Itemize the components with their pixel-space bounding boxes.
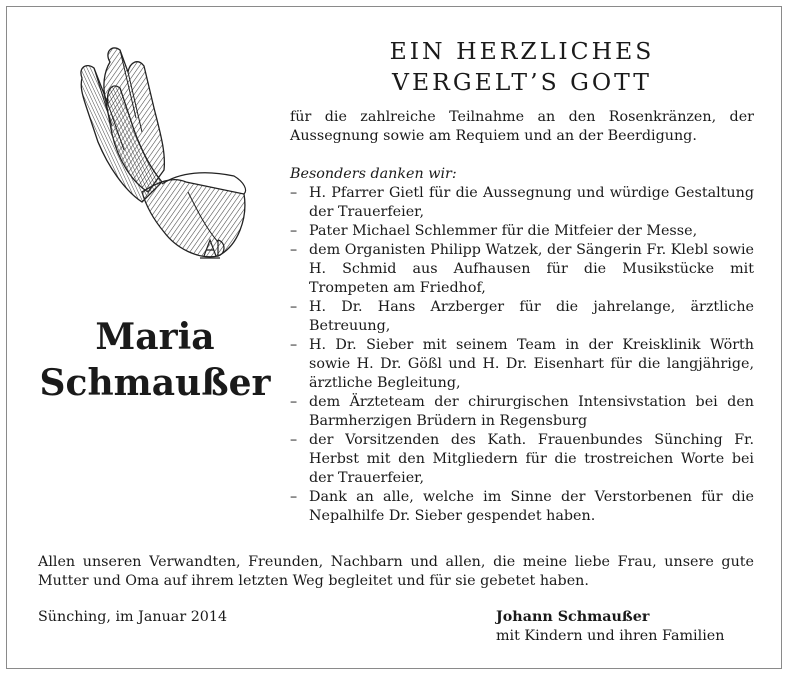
praying-hands-icon	[68, 42, 250, 268]
dash: –	[290, 299, 298, 315]
intro-text: für die zahlreiche Teilnahme an den Rosenkränzen, der Aussegnung sowie am Requiem und an der Beerdigung.	[290, 109, 754, 144]
closing-text: Allen unseren Verwandten, Freunden, Nachbarn und allen, die meine liebe Frau, unsere gute Mutter und Oma auf ihrem letzten Weg begleitet und für sie gebetet haben.	[38, 554, 754, 589]
signer-family: mit Kindern und ihren Familien	[496, 628, 725, 644]
deceased-last-name: Schmaußer	[39, 362, 271, 404]
dash: –	[290, 337, 298, 353]
list-item-text: der Vorsitzenden des Kath. Frauenbundes Sünching Fr. Herbst mit den Mitgliedern für die trostreichen Worte bei der Trauerfeier,	[309, 432, 754, 486]
list-item	[290, 222, 754, 241]
list-item	[290, 241, 754, 298]
dash: –	[290, 223, 298, 239]
dash: –	[290, 432, 298, 448]
place-date: Sünching, im Januar 2014	[38, 609, 228, 625]
list-item-text: H. Pfarrer Gietl für die Aussegnung und würdige Gestaltung der Trauerfeier,	[309, 185, 754, 220]
list-item-text: Pater Michael Schlemmer für die Mitfeier der Messe,	[309, 223, 698, 239]
list-item	[290, 431, 754, 488]
dash: –	[290, 185, 298, 201]
list-item-text: H. Dr. Sieber mit seinem Team in der Kreisklinik Wörth sowie H. Dr. Gößl und H. Dr. Eisenhart für die langjährige, ärztliche Begleitung,	[309, 337, 754, 391]
dash: –	[290, 394, 298, 410]
heading-line1: EIN HERZLICHES	[389, 37, 655, 65]
list-item-text: dem Ärzteteam der chirurgischen Intensivstation bei den Barmherzigen Brüdern in Regensburg	[309, 394, 754, 429]
signature-block	[496, 608, 724, 646]
dash: –	[290, 489, 298, 505]
list-item-text: H. Dr. Hans Arzberger für die jahrelange, ärztliche Betreuung,	[309, 299, 754, 334]
list-item	[290, 393, 754, 431]
list-item	[290, 298, 754, 336]
list-item	[290, 184, 754, 222]
thanks-label: Besonders danken wir:	[290, 166, 457, 182]
deceased-first-name: Maria	[95, 316, 215, 358]
list-item	[290, 488, 754, 526]
heading-line2: VERGELT’S GOTT	[392, 68, 652, 96]
list-item-text: dem Organisten Philipp Watzek, der Sängerin Fr. Klebl sowie H. Schmid aus Aufhausen für die Musikstücke mit Trompeten am Friedhof,	[309, 242, 754, 296]
dash: –	[290, 242, 298, 258]
list-item-text: Dank an alle, welche im Sinne der Verstorbenen für die Nepalhilfe Dr. Sieber gespendet haben.	[309, 489, 754, 524]
list-item	[290, 336, 754, 393]
signer-name: Johann Schmaußer	[496, 609, 650, 625]
thanks-list	[290, 184, 754, 526]
